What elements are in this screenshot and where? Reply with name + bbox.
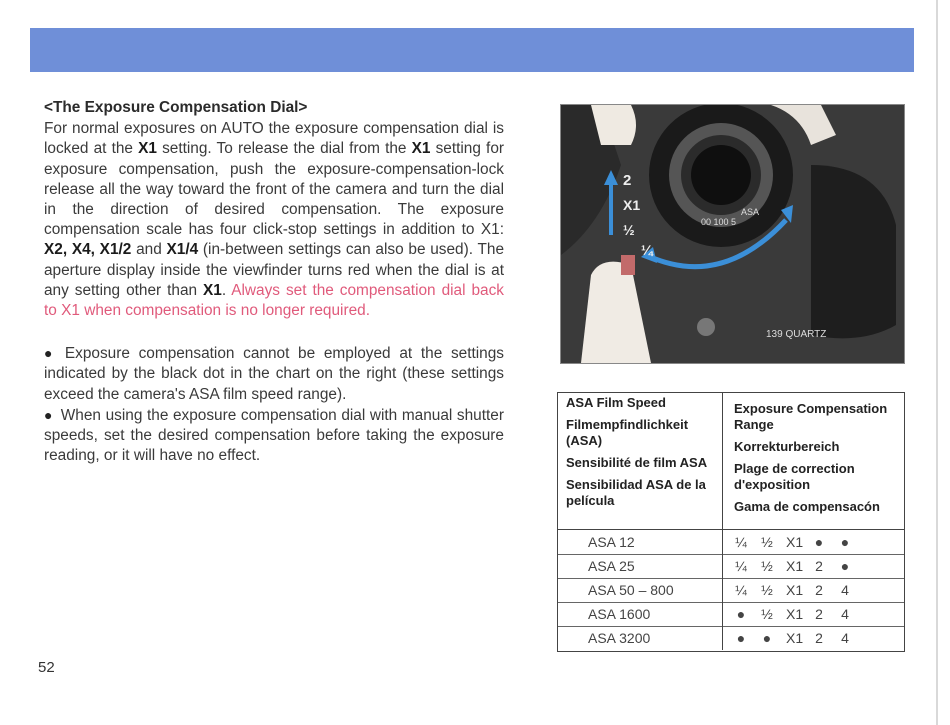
page-number: 52 (38, 659, 55, 676)
bullet-dot: ● (44, 345, 57, 362)
asa-compensation-table (557, 392, 905, 652)
table-row: ASA 3200 ● ● X1 2 4 (558, 626, 904, 650)
camera-photo (560, 104, 905, 364)
compensation-header: Exposure Compensation Range Korrekturbereich Plage de correction d'exposition Gama de compensacón (734, 401, 888, 514)
page-edge (936, 0, 938, 725)
bullet-list (44, 343, 504, 466)
dial-label-2: 2 (623, 172, 632, 189)
camera-dial-illustration (561, 105, 904, 363)
text-column (44, 98, 504, 466)
column-divider (722, 393, 723, 529)
table-row: ASA 50 – 800 ¼ ½ X1 2 4 (558, 578, 904, 603)
dial-label-quarter: ¼ (641, 242, 653, 258)
dial-asa: ASA (741, 207, 760, 217)
camera-model-label: 139 QUARTZ (766, 329, 827, 340)
bullet-dot: ● (44, 406, 53, 423)
asa-header: ASA Film Speed Filmempfindlichkeit (ASA) Sensibilité de film ASA Sensibilidad ASA de la película (566, 395, 708, 508)
table-row: ASA 1600 ● ½ X1 2 4 (558, 602, 904, 627)
main-paragraph: For normal exposures on AUTO the exposure compensation dial is locked at the X1 setting. To release the dial from the X1 setting for exposure compensation, push the exposure-compensation-lock release all the way toward the front of the camera and turn the dial in the direction of desired compensation. The exposure compensation scale has four click-stop settings in addition to X1: X2, X4, X1/2 and X1/4 (in-between settings can also be used). The aperture display inside the viewfinder turns red when the dial is at any setting other than X1. Always set the compensation dial back to X1 when compensation is no longer required. (44, 120, 505, 320)
header-banner (30, 28, 914, 72)
dial-label-half: ½ (623, 222, 635, 238)
section-heading: <The Exposure Compensation Dial> (44, 99, 308, 116)
dial-scale: 00 100 5 (701, 217, 737, 227)
dial-label-x1: X1 (623, 197, 641, 213)
table-row: ASA 25 ¼ ½ X1 2 ● (558, 554, 904, 579)
bullet-item: ● When using the exposure compensation dial with manual shutter speeds, set the desired compensation before taking the exposure reading, or it will have no effect. (44, 406, 504, 465)
table-header (558, 393, 904, 530)
warning-text: Always set the compensation dial back to X1 when compensation is no longer required. (44, 281, 504, 320)
bullet-item: ● Exposure compensation cannot be employed at the settings indicated by the black dot in the chart on the right (these settings exceed the camera's ASA film speed range). (44, 345, 504, 403)
table-row: ASA 12 ¼ ½ X1 ● ● (558, 530, 904, 555)
